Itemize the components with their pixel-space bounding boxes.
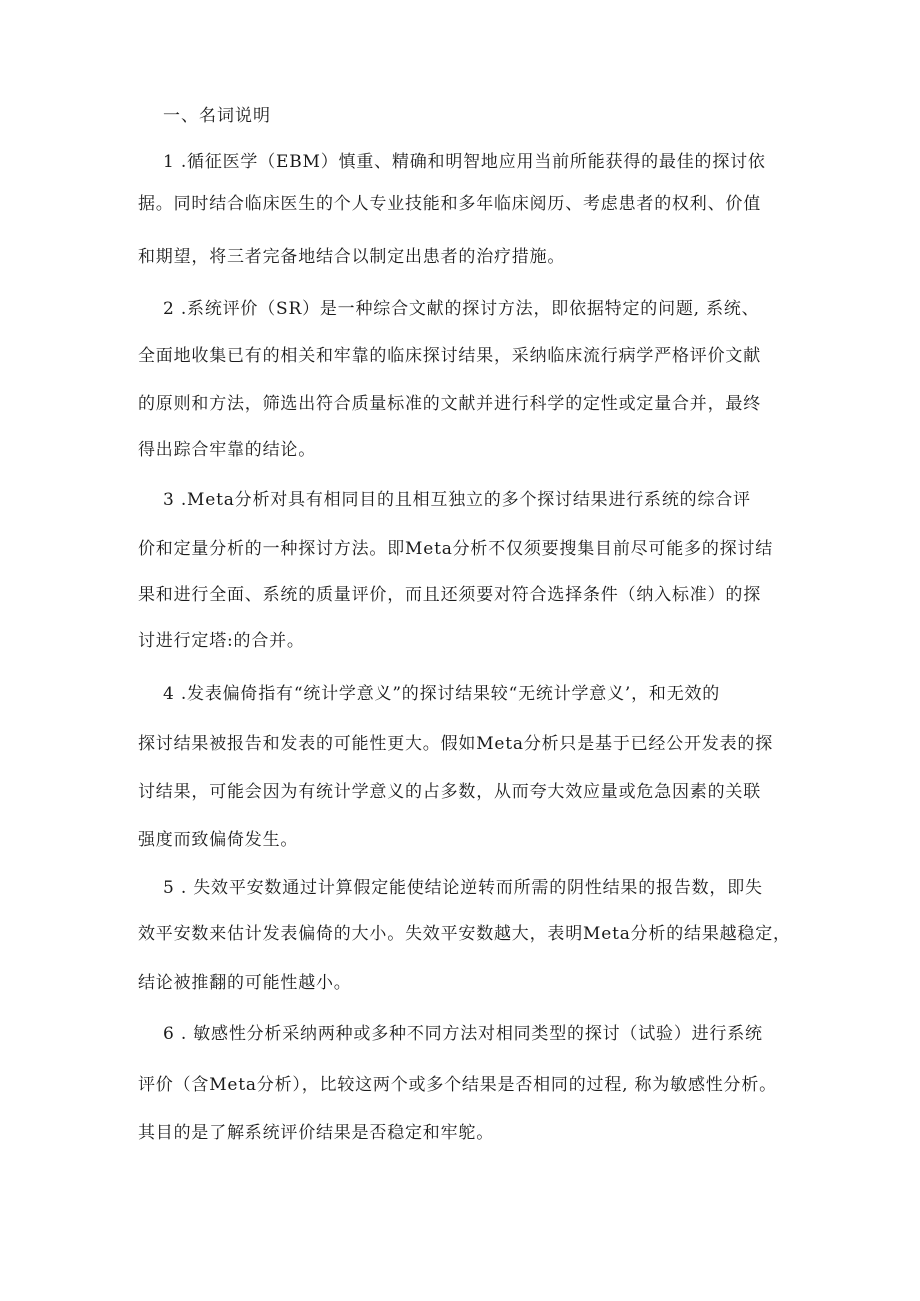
paragraph-line: 1 .循征医学（EBM）慎重、精确和明智地应用当前所能获得的最佳的探讨依: [163, 152, 766, 172]
paragraph-line: 全面地收集已有的相关和牢靠的临床探讨结果，采纳临床流行病学严格评价文献: [138, 346, 761, 366]
paragraph-line: 2 .系统评价（SR）是一种综合文献的探讨方法，即依据特定的问题, 系统、: [163, 299, 760, 319]
section-heading: 一、名词说明: [163, 106, 271, 126]
paragraph-line: 3 .Meta分析对具有相同目的且相互独立的多个探讨结果进行系统的综合评: [163, 490, 751, 510]
paragraph-line: 讨进行定塔:的合并。: [138, 631, 305, 651]
paragraph-line: 据。同时结合临床医生的个人专业技能和多年临床阅历、考虑患者的权利、价值: [138, 194, 761, 214]
paragraph-line: 6 . 敏感性分析采纳两种或多种不同方法对相同类型的探讨（试验）进行系统: [163, 1024, 763, 1044]
paragraph-line: 得出踪合牢靠的结论。: [138, 440, 316, 460]
paragraph-line: 评价（含Meta分析），比较这两个或多个结果是否相同的过程, 称为敏感性分析。: [138, 1075, 777, 1095]
paragraph-line: 的原则和方法，筛选出符合质量标准的文献并进行科学的定性或定量合并，最终: [138, 394, 761, 414]
paragraph-line: 和期望，将三者完备地结合以制定出患者的治疗措施。: [138, 247, 566, 267]
paragraph-line: 4 .发表偏倚指有“统计学意义”的探讨结果较“无统计学意义’，和无效的: [163, 684, 721, 704]
paragraph-line: 强度而致偏倚发生。: [138, 830, 299, 850]
paragraph-line: 其目的是了解系统评价结果是否稳定和牢鸵。: [138, 1123, 494, 1143]
paragraph-line: 探讨结果被报告和发表的可能性更大。假如Meta分析只是基于已经公开发表的探: [138, 734, 774, 754]
paragraph-line: 5 . 失效平安数通过计算假定能使结论逆转而所需的阴性结果的报告数，即失: [163, 878, 763, 898]
paragraph-line: 效平安数来估计发表偏倚的大小。失效平安数越大，表明Meta分析的结果越稳定，: [138, 924, 791, 944]
paragraph-line: 结论被推翻的可能性越小。: [138, 973, 352, 993]
paragraph-line: 讨结果，可能会因为有统计学意义的占多数，从而夸大效应量或危急因素的关联: [138, 782, 761, 802]
paragraph-line: 果和进行全面、系统的质量评价，而且还须要对符合选择条件（纳入标准）的探: [138, 585, 761, 605]
paragraph-line: 价和定量分析的一种探讨方法。即Meta分析不仅须要搜集目前尽可能多的探讨结: [138, 539, 774, 559]
